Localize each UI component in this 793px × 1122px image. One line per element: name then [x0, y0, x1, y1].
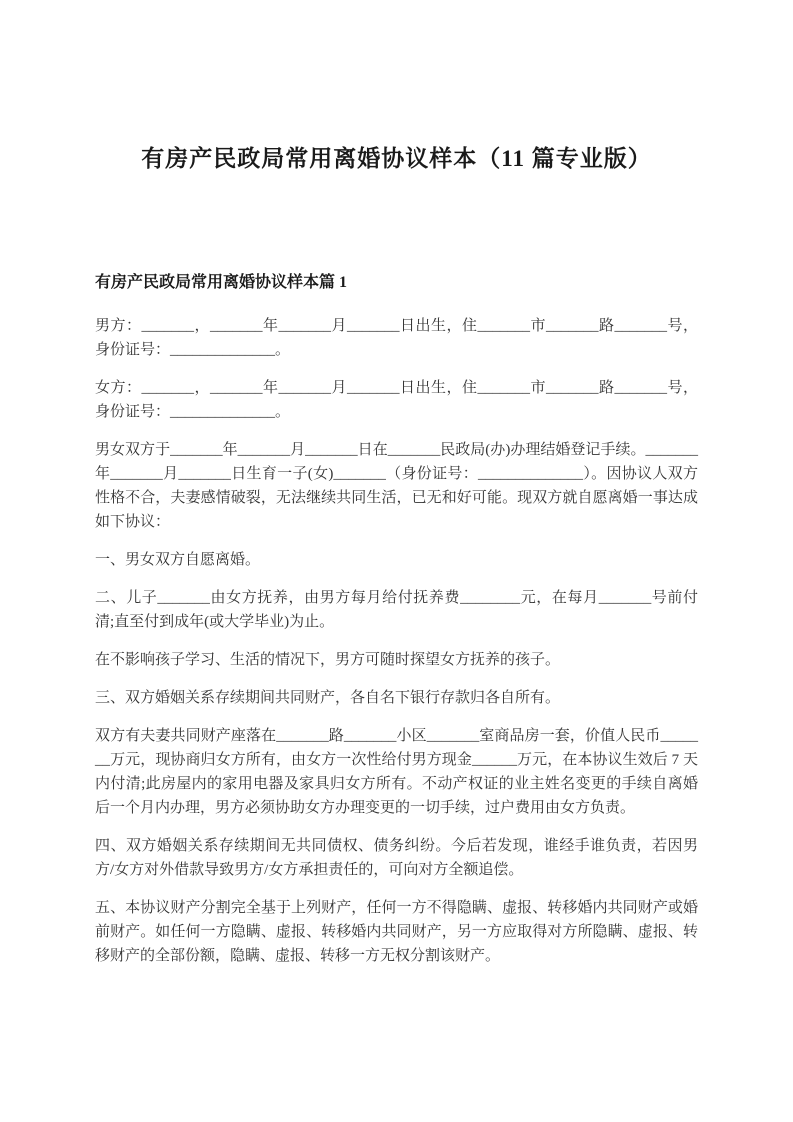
document-title: 有房产民政局常用离婚协议样本（11 篇专业版）: [141, 146, 652, 171]
paragraph-marriage-background: 男女双方于_______年_______月_______日在_______民政局(办)办理结婚登记手续。_______年_______月_______日生育一子(女)_______（身份证号：______________）。因协议人双方性格不合，夫妻感情破裂，无法继续共同生活，已无和好可能。现双方就自愿离婚一事达成如下协议：: [95, 442, 698, 530]
paragraph-clause-1-voluntary-divorce: 一、男女双方自愿离婚。: [95, 552, 261, 568]
paragraph-clause-3-bank-deposits: 三、双方婚姻关系存续期间共同财产，各自名下银行存款归各自所有。: [95, 690, 561, 706]
paragraph-clause-2-child-custody: 二、儿子_______由女方抚养，由男方每月给付抚养费________元，在每月_______号前付清;直至付到成年(或大学毕业)为止。: [95, 590, 698, 630]
paragraph-wife-info: 女方：_______，_______年_______月_______日出生，住_______市_______路_______号，身份证号：______________。: [95, 380, 698, 420]
paragraph-property-division-details: 双方有夫妻共同财产座落在_______路_______小区_______室商品房一套，价值人民币_______万元，现协商归女方所有，由女方一次性给付男方现金______万元，在本协议生效后 7 天内付清;此房屋内的家用电器及家具归女方所有。不动产权证的业主姓名变更的手续自离婚后一个月内办理，男方必须协助女方办理变更的一切手续，过户费用由女方负责。: [95, 728, 698, 816]
paragraph-visitation-rights: 在不影响孩子学习、生活的情况下，男方可随时探望女方抚养的孩子。: [95, 652, 561, 668]
section-heading: 有房产民政局常用离婚协议样本篇 1: [95, 274, 348, 291]
paragraph-clause-4-debts: 四、双方婚姻关系存续期间无共同债权、债务纠纷。今后若发现，谁经手谁负责，若因男方/女方对外借款导致男方/女方承担责任的，可向对方全额追偿。: [95, 838, 698, 878]
paragraph-husband-info: 男方：_______，_______年_______月_______日出生，住_______市_______路_______号，身份证号：______________。: [95, 318, 698, 358]
paragraph-clause-5-concealment: 五、本协议财产分割完全基于上列财产，任何一方不得隐瞒、虚报、转移婚内共同财产或婚前财产。如任何一方隐瞒、虚报、转移婚内共同财产，另一方应取得对方所隐瞒、虚报、转移财产的全部份额，隐瞒、虚报、转移一方无权分割该财产。: [95, 900, 698, 964]
